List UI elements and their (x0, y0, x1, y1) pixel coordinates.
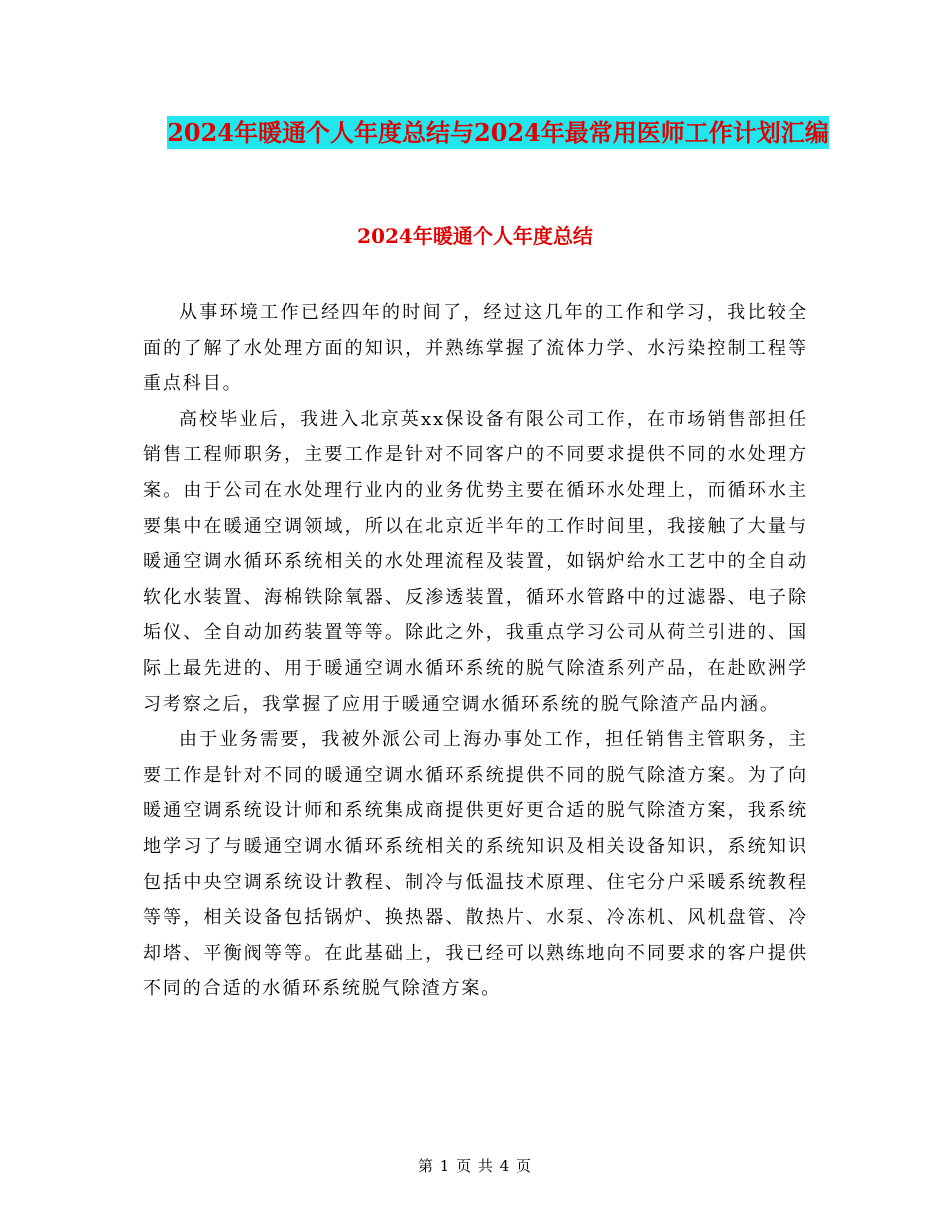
body-paragraph-2: 高校毕业后，我进入北京英xx保设备有限公司工作，在市场销售部担任销售工程师职务，主要工作是针对不同客户的不同要求提供不同的水处理方案。由于公司在水处理行业内的业务优势主要在循环水处理上，而循环水主要集中在暖通空调领域，所以在北京近半年的工作时间里，我接触了大量与暖通空调水循环系统相关的水处理流程及装置，如锅炉给水工艺中的全自动软化水装置、海棉铁除氧器、反渗透装置，循环水管路中的过滤器、电子除垢仪、全自动加药装置等等。除此之外，我重点学习公司从荷兰引进的、国际上最先进的、用于暖通空调水循环系统的脱气除渣系列产品，在赴欧洲学习考察之后，我掌握了应用于暖通空调水循环系统的脱气除渣产品内涵。 (143, 408, 808, 715)
page-number-label: 第 1 页 共 4 页 (418, 1157, 532, 1175)
page-footer (0, 1155, 950, 1176)
body-paragraph-3: 由于业务需要，我被外派公司上海办事处工作，担任销售主管职务，主要工作是针对不同的暖通空调水循环系统提供不同的脱气除渣方案。为了向暖通空调系统设计师和系统集成商提供更好更合适的脱气除渣方案，我系统地学习了与暖通空调水循环系统相关的系统知识及相关设备知识，系统知识包括中央空调系统设计教程、制冷与低温技术原理、住宅分户采暖系统教程等等，相关设备包括锅炉、换热器、散热片、水泵、冷冻机、风机盘管、冷却塔、平衡阀等等。在此基础上，我已经可以熟练地向不同要求的客户提供不同的合适的水循环系统脱气除渣方案。 (143, 729, 808, 1000)
section-title: 2024年暖通个人年度总结 (357, 224, 593, 248)
document-body (143, 295, 808, 1007)
body-paragraph-1: 从事环境工作已经四年的时间了，经过这几年的工作和学习，我比较全面的了解了水处理方面的知识，并熟练掌握了流体力学、水污染控制工程等重点科目。 (143, 302, 808, 395)
document-title-text: 2024年暖通个人年度总结与2024年最常用医师工作计划汇编 (167, 118, 829, 147)
document-title (140, 112, 856, 154)
